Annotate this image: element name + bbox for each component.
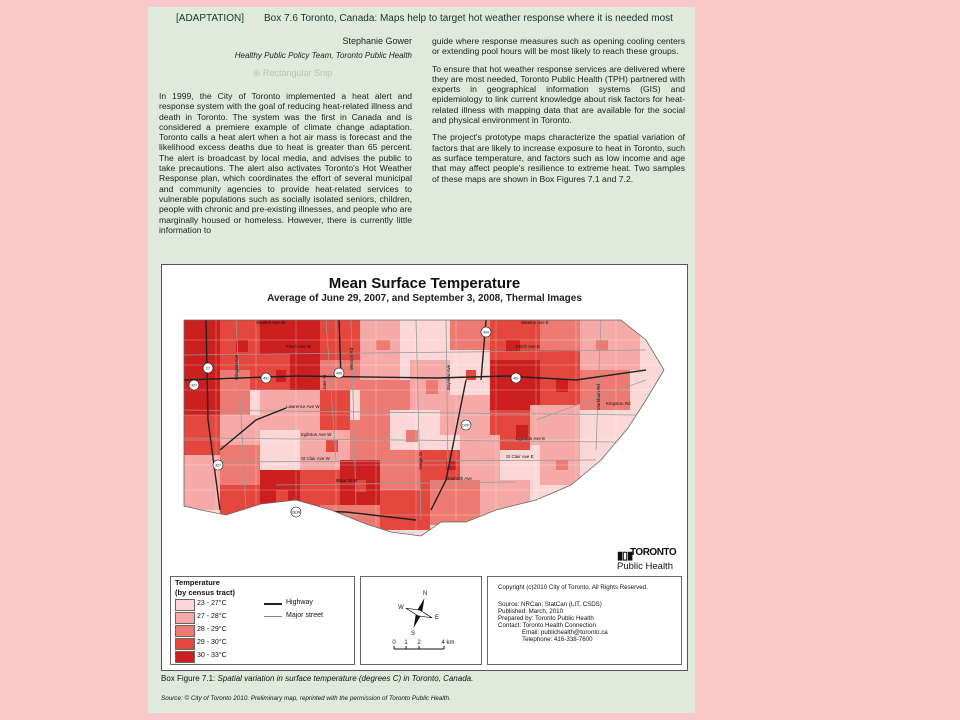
rectangular-snip-overlay[interactable]: ⊛ Rectangular Snip (253, 68, 333, 78)
box-title (176, 13, 673, 24)
legend-swatch (175, 638, 195, 650)
logo-sub: Public Health (617, 561, 673, 572)
label-eglinton-w: Eglinton Ave W (301, 432, 332, 437)
highway-shield-dvp: DVP (462, 423, 470, 428)
legend-street-label: Major street (286, 612, 323, 619)
label-markham: Markham Rd (596, 384, 601, 410)
highway-shield-gew: GEW (291, 510, 301, 515)
label-kingston: Kingston Rd (606, 401, 631, 406)
figure-subtitle: Average of June 29, 2007, and September 3, 2008, Thermal Images (267, 293, 582, 304)
highway-shield-401-east: 401 (513, 376, 519, 381)
label-lawrence-w: Lawrence Ave W (286, 404, 320, 409)
label-weston: Weston Rd (349, 347, 354, 370)
document-page (148, 7, 695, 713)
label-bayview: Bayview Ave (446, 364, 451, 390)
highway-line-icon (264, 603, 282, 605)
highway-shield-427: 427 (191, 383, 197, 388)
label-steeles-e: Steeles Ave E (521, 320, 549, 325)
info-prepared: Prepared by: Toronto Public Health (498, 615, 594, 622)
toronto-public-health-logo (617, 547, 683, 577)
compass-icon (361, 577, 481, 664)
compass-w: W (398, 605, 404, 611)
highway-shield-27: 27 (206, 366, 210, 371)
caption-label: Box Figure 7.1: (161, 674, 216, 683)
legend-label: 29 - 30°C (197, 639, 227, 646)
temperature-map (176, 310, 676, 575)
legend-swatch (175, 599, 195, 611)
highway-shield-401: 401 (263, 376, 269, 381)
label-yonge: Yonge St (418, 451, 423, 470)
label-finch-w: Finch Ave W (286, 344, 312, 349)
compass-scale-box (360, 576, 482, 665)
legend-highway-label: Highway (286, 599, 313, 606)
scale-tick: 4 km (441, 640, 455, 646)
paragraph: guide where response measures such as opening cooling centers or extending pool hours will be most likely to reach these groups. (432, 36, 685, 57)
right-column (432, 36, 685, 191)
caption-text: Spatial variation in surface temperature (degrees C) in Toronto, Canada. (217, 674, 474, 683)
author-affiliation: Healthy Public Policy Team, Toronto Public Health (234, 51, 412, 60)
info-published: Published: March, 2010 (498, 608, 564, 615)
label-stclair-w: St Clair Ave W (301, 456, 330, 461)
figure-caption (161, 674, 473, 683)
paragraph: In 1999, the City of Toronto implemented a heat alert and response system with the goal of reducing heat-related illness and death in Toronto. The system was the first in Canada and is considered a premiere example of climate change adaptation. Toronto calls a heat alert when a hot air mass is forecast and the likelihood excess deaths due to heat is greater than 65 percent. The alert is broadcast by local media, and advises the public to take precautions. The alert also activates Toronto's Hot Weather Response plan, which coordinates the effort of several municipal and community agencies to provide heat-related services to vulnerable populations such as socially isolated seniors, children, people with chronic and pre-existing illnesses, and people who are marginally housed or homeless. However, there is currently little information to (159, 91, 412, 235)
legend-label: 27 - 28°C (197, 613, 227, 620)
box-figure (161, 264, 688, 671)
info-contact: Contact: Toronto Health Connection (498, 622, 596, 629)
legend-subtitle: (by census tract) (175, 588, 236, 597)
source-label: Source: (161, 695, 183, 702)
author-name: Stephanie Gower (342, 36, 412, 46)
city-hall-icon: ▮▯▮ (617, 550, 633, 562)
label-bloor: Bloor St W (336, 478, 358, 483)
figure-title: Mean Surface Temperature (328, 275, 521, 292)
info-telephone: Telephone: 416-338-7600 (522, 636, 593, 643)
label-steeles-w: Steeles Ave W (256, 320, 286, 325)
legend-swatch (175, 625, 195, 637)
legend-label: 30 - 33°C (197, 652, 227, 659)
map-info-box (487, 576, 682, 665)
paragraph: To ensure that hot weather response services are delivered where they are most needed, Toronto Public Health (TPH) partnered with experts in geographical information systems (GIS) and epidemiology to link current knowledge about risk factors for heat-related illness with mapping data that are available for the social and physical environment in Toronto. (432, 63, 685, 126)
label-finch-e: Finch Ave E (516, 344, 540, 349)
highway-shield-400: 400 (336, 371, 342, 376)
label-islington: Islington Ave (234, 354, 239, 380)
source-text: © City of Toronto 2010. Preliminary map, reprinted with the permission of Toronto Public Health. (184, 695, 451, 702)
paragraph: The project's prototype maps characterize the spatial variation of factors that are likely to increase exposure to heat in Toronto, such as surface temperature, and factors such as low income and age that may affect people's resilience to extreme heat. Two samples of these maps are shown in Box Figures 7.1 and 7.2. (432, 132, 685, 184)
map-legend (170, 576, 355, 665)
scale-tick: 1 (404, 640, 408, 646)
scale-tick: 2 (417, 640, 421, 646)
copyright-text: Copyright (c)2010 City of Toronto. All Rights Reserved. (498, 584, 648, 591)
box-tag: [ADAPTATION] (176, 13, 244, 24)
label-jane: Jane St (322, 374, 327, 390)
label-eglinton-e: Eglinton Ave E (516, 436, 546, 441)
compass-s: S (410, 631, 416, 637)
label-danforth: Danforth Ave (446, 476, 472, 481)
compass-n: N (422, 591, 428, 597)
highway-shield-427-south: 427 (215, 463, 221, 468)
legend-swatch (175, 612, 195, 624)
info-source: Source: NRCan; StatCan (LIT, CSDS) (498, 601, 602, 608)
legend-swatch (175, 651, 195, 663)
info-email: Email: publichealth@toronto.ca (522, 629, 608, 636)
compass-e: E (434, 615, 440, 621)
street-line-icon (264, 616, 282, 617)
left-column (159, 91, 412, 242)
figure-source (161, 695, 451, 702)
label-stclair-e: St Clair Ave E (506, 454, 534, 459)
scale-tick: 0 (392, 640, 396, 646)
highway-shield-404: 404 (483, 330, 489, 335)
box-title-text: Box 7.6 Toronto, Canada: Maps help to target hot weather response where it is needed most (263, 13, 673, 24)
legend-label: 28 - 29°C (197, 626, 227, 633)
legend-title: Temperature (175, 578, 220, 587)
legend-label: 23 - 27°C (197, 600, 227, 607)
logo-brand: TORONTO (630, 547, 677, 558)
